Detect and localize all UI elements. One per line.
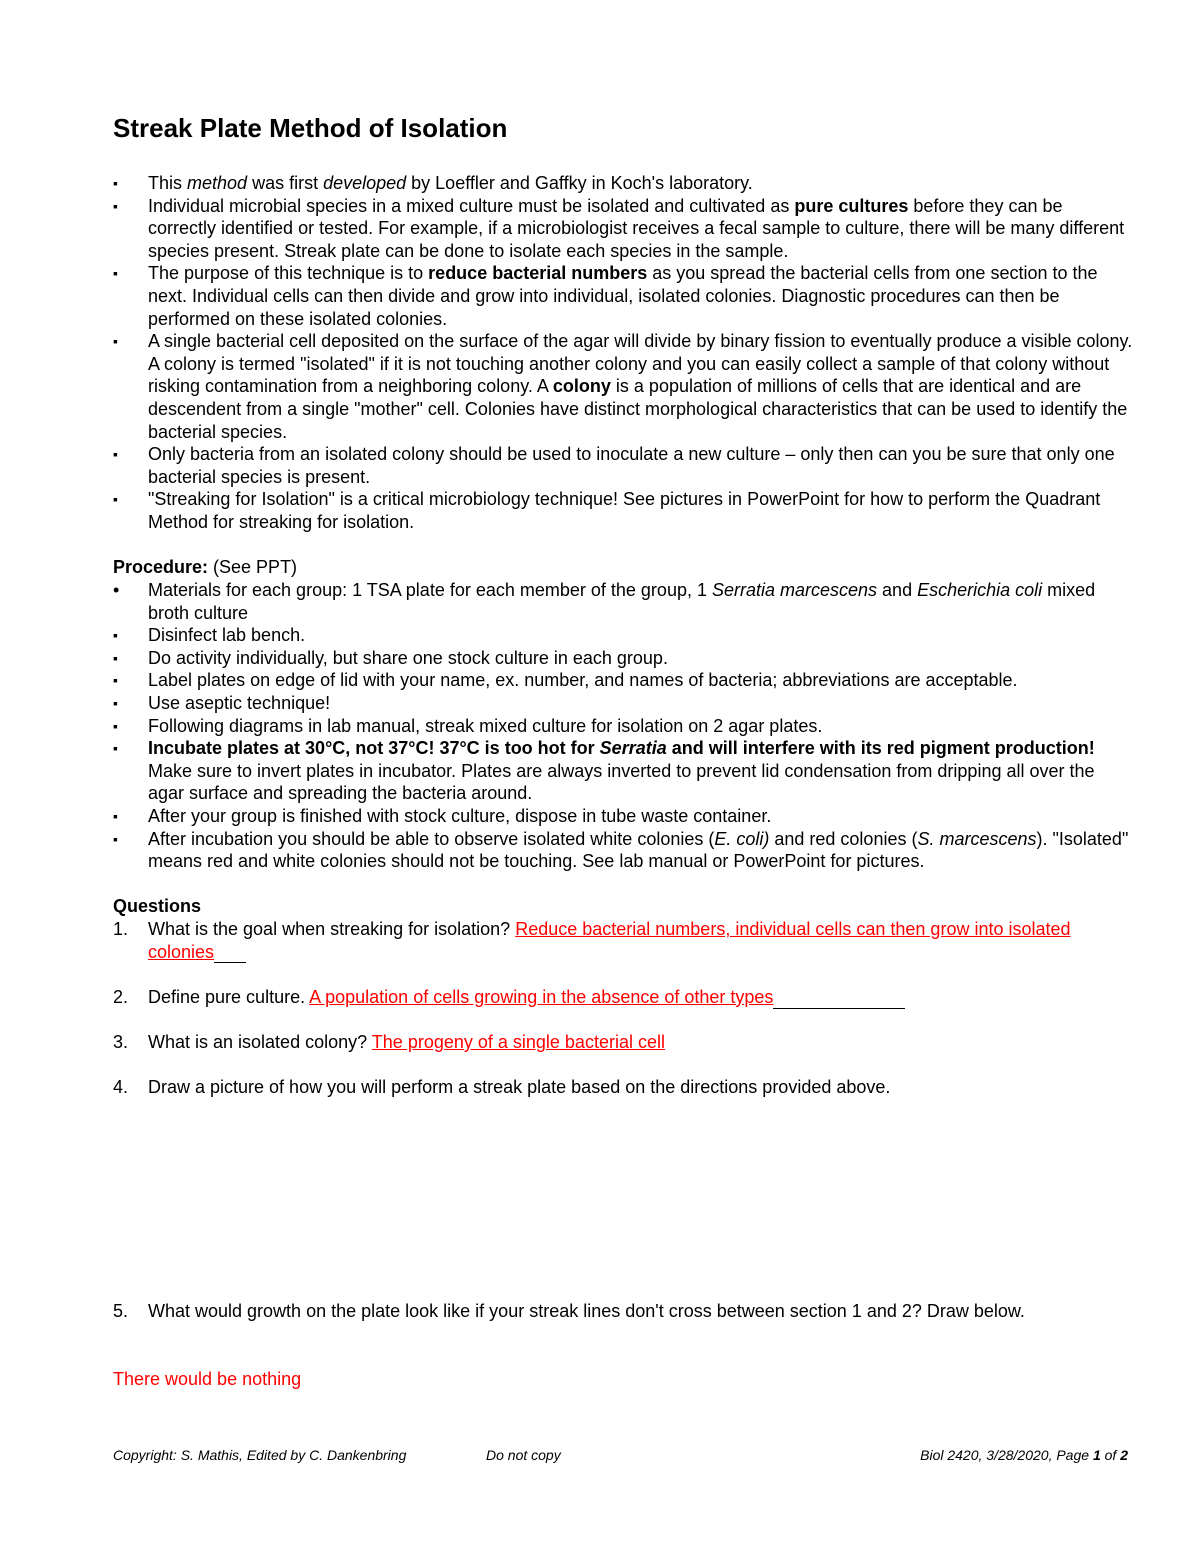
text-bold-italic: Serratia — [599, 738, 667, 759]
list-item — [113, 262, 1133, 330]
text-italic: S. marcescens — [917, 828, 1037, 849]
bullet-square-icon: ▪ — [113, 830, 118, 847]
question-text: What is the goal when streaking for isolation? — [148, 919, 516, 939]
list-item — [113, 195, 1133, 263]
text-italic: Serratia marcescens — [711, 580, 878, 600]
bullet-square-icon: ▪ — [113, 694, 118, 711]
list-item — [113, 828, 1133, 873]
text: This — [148, 173, 188, 193]
text: and — [877, 580, 918, 600]
bullet-square-icon: ▪ — [113, 197, 118, 214]
text-bold: pure cultures — [794, 195, 909, 216]
text: Materials for each group: 1 TSA plate for each member of the group, 1 — [148, 580, 712, 600]
text: Only bacteria from an isolated colony should be used to inoculate a new culture – only then can you be sure that only one bacterial species is present. — [148, 444, 1115, 487]
text: Label plates on edge of lid with your name, ex. number, and names of bacteria; abbreviations are acceptable. — [148, 670, 1018, 691]
text: is a population of millions of cells that are identical and are descendent from a single "mother" cell. Colonies have distinct morphological characteristics that can be used to identify the bacterial species. — [148, 376, 1128, 442]
list-item — [113, 805, 1133, 828]
footer-of: of — [1100, 1447, 1121, 1463]
footer-copyright: Copyright: S. Mathis, Edited by C. Dankenbring — [113, 1447, 407, 1463]
bullet-dot-icon: • — [113, 580, 120, 600]
text-bold: reduce bacterial numbers — [428, 263, 648, 284]
list-item — [113, 624, 1133, 647]
bullet-square-icon: ▪ — [113, 672, 118, 689]
footer-course: Biol 2420, 3/28/2020, Page — [920, 1447, 1093, 1463]
text: After your group is finished with stock culture, dispose in tube waste container. — [148, 805, 772, 826]
question-5 — [113, 1300, 1133, 1323]
text: Use aseptic technique! — [148, 692, 331, 713]
text-italic: developed — [323, 173, 407, 193]
text: Individual microbial species in a mixed culture must be isolated and cultivated as — [148, 195, 795, 216]
page-title: Streak Plate Method of Isolation — [113, 113, 508, 143]
text: Do activity individually, but share one stock culture in each group. — [148, 647, 668, 668]
text-bold: colony — [552, 376, 611, 397]
bullet-square-icon: ▪ — [113, 717, 118, 734]
bullet-square-icon: ▪ — [113, 491, 118, 508]
text-bold: Incubate plates at 30°C, not 37°C! 37°C is too hot for — [148, 738, 600, 759]
text: ). "Isolated" means red and white colonies should not be touching. See lab manual or PowerPoint for pictures. — [148, 828, 1129, 872]
questions-heading — [113, 895, 201, 918]
bullet-square-icon: ▪ — [113, 175, 118, 191]
text: Following diagrams in lab manual, streak mixed culture for isolation on 2 agar plates. — [148, 715, 823, 736]
text-bold: and will interfere with its red pigment production! — [666, 738, 1095, 759]
list-item — [113, 692, 1133, 715]
bullet-square-icon: ▪ — [113, 627, 118, 644]
list-item — [113, 715, 1133, 738]
question-number: 5. — [113, 1301, 129, 1321]
answer-blank-line — [773, 990, 905, 1009]
procedure-heading — [113, 556, 297, 579]
answer-text: The progeny of a single bacterial cell — [371, 1032, 665, 1052]
question-number: 2. — [113, 987, 129, 1007]
text: The purpose of this technique is to — [148, 263, 429, 284]
bullet-square-icon: ▪ — [113, 807, 118, 824]
question-1 — [113, 918, 1133, 963]
list-item — [113, 647, 1133, 670]
footer-page-number: 1 — [1092, 1447, 1101, 1463]
text-italic: E. coli) — [714, 828, 770, 849]
question-text: What would growth on the plate look like if your streak lines don't cross between section 1 and 2? Draw below. — [148, 1301, 1025, 1321]
text-italic: method — [187, 173, 248, 193]
text: was first — [247, 173, 324, 193]
text: before they can be correctly identified or tested. For example, if a microbiologist receives a fecal sample to culture, there will be many different species present. Streak plate can be done to isolate each species in the sample. — [148, 195, 1125, 261]
list-item — [113, 737, 1133, 805]
bullet-square-icon: ▪ — [113, 740, 118, 757]
procedure-list — [113, 579, 1133, 873]
text: After incubation you should be able to observe isolated white colonies ( — [148, 828, 715, 849]
question-3 — [113, 1031, 1133, 1054]
list-item — [113, 330, 1133, 443]
bullet-square-icon: ▪ — [113, 333, 118, 350]
text-italic: Escherichia coli — [917, 580, 1043, 600]
question-4 — [113, 1076, 1133, 1099]
question-number: 4. — [113, 1077, 129, 1097]
answer-blank-line — [214, 944, 246, 963]
list-item — [113, 579, 1133, 624]
text: mixed broth culture — [148, 580, 1096, 623]
question-2 — [113, 986, 1133, 1009]
list-item — [113, 488, 1133, 533]
list-item — [113, 669, 1133, 692]
heading-text: Procedure: — [113, 557, 209, 577]
question-text: What is an isolated colony? — [148, 1032, 372, 1052]
text: and red colonies ( — [769, 828, 918, 849]
text: as you spread the bacterial cells from one section to the next. Individual cells can then divide and grow into individual, isolated colonies. Diagnostic procedures can then be performed on these isolated colonies. — [148, 263, 1098, 329]
text: A single bacterial cell deposited on the surface of the agar will divide by binary fission to eventually produce a visible colony. A colony is termed "isolated" if it is not touching another colony and you can easily collect a sample of that colony without risking contamination from a neighboring colony. A — [148, 331, 1133, 397]
bullet-square-icon: ▪ — [113, 265, 118, 282]
heading-note: (See PPT) — [208, 557, 298, 577]
question-text: Define pure culture. — [148, 987, 310, 1007]
question-number: 3. — [113, 1032, 129, 1052]
answer-text: A population of cells growing in the absence of other types — [309, 987, 774, 1007]
text: Make sure to invert plates in incubator. Plates are always inverted to prevent lid condensation from dripping all over the agar surface and spreading the bacteria around. — [148, 760, 1095, 804]
list-item — [113, 443, 1133, 488]
heading-text: Questions — [113, 896, 202, 916]
bullet-square-icon: ▪ — [113, 649, 118, 666]
answer-text: Reduce bacterial numbers, individual cells can then grow into isolated colonies — [148, 919, 1071, 962]
question-text: Draw a picture of how you will perform a streak plate based on the directions provided above. — [148, 1077, 891, 1097]
question-number: 1. — [113, 919, 129, 939]
question-5-answer: There would be nothing — [113, 1369, 302, 1389]
text: by Loeffler and Gaffky in Koch's laboratory. — [406, 173, 753, 193]
footer-page-total: 2 — [1120, 1447, 1128, 1463]
footer-page-info — [920, 1447, 1128, 1463]
list-item — [113, 172, 1133, 195]
footer-notice: Do not copy — [486, 1447, 561, 1463]
text: Disinfect lab bench. — [148, 625, 306, 646]
bullet-square-icon: ▪ — [113, 446, 118, 463]
text: "Streaking for Isolation" is a critical microbiology technique! See pictures in PowerPoint for how to perform the Quadrant Method for streaking for isolation. — [148, 489, 1101, 532]
intro-list — [113, 172, 1133, 534]
